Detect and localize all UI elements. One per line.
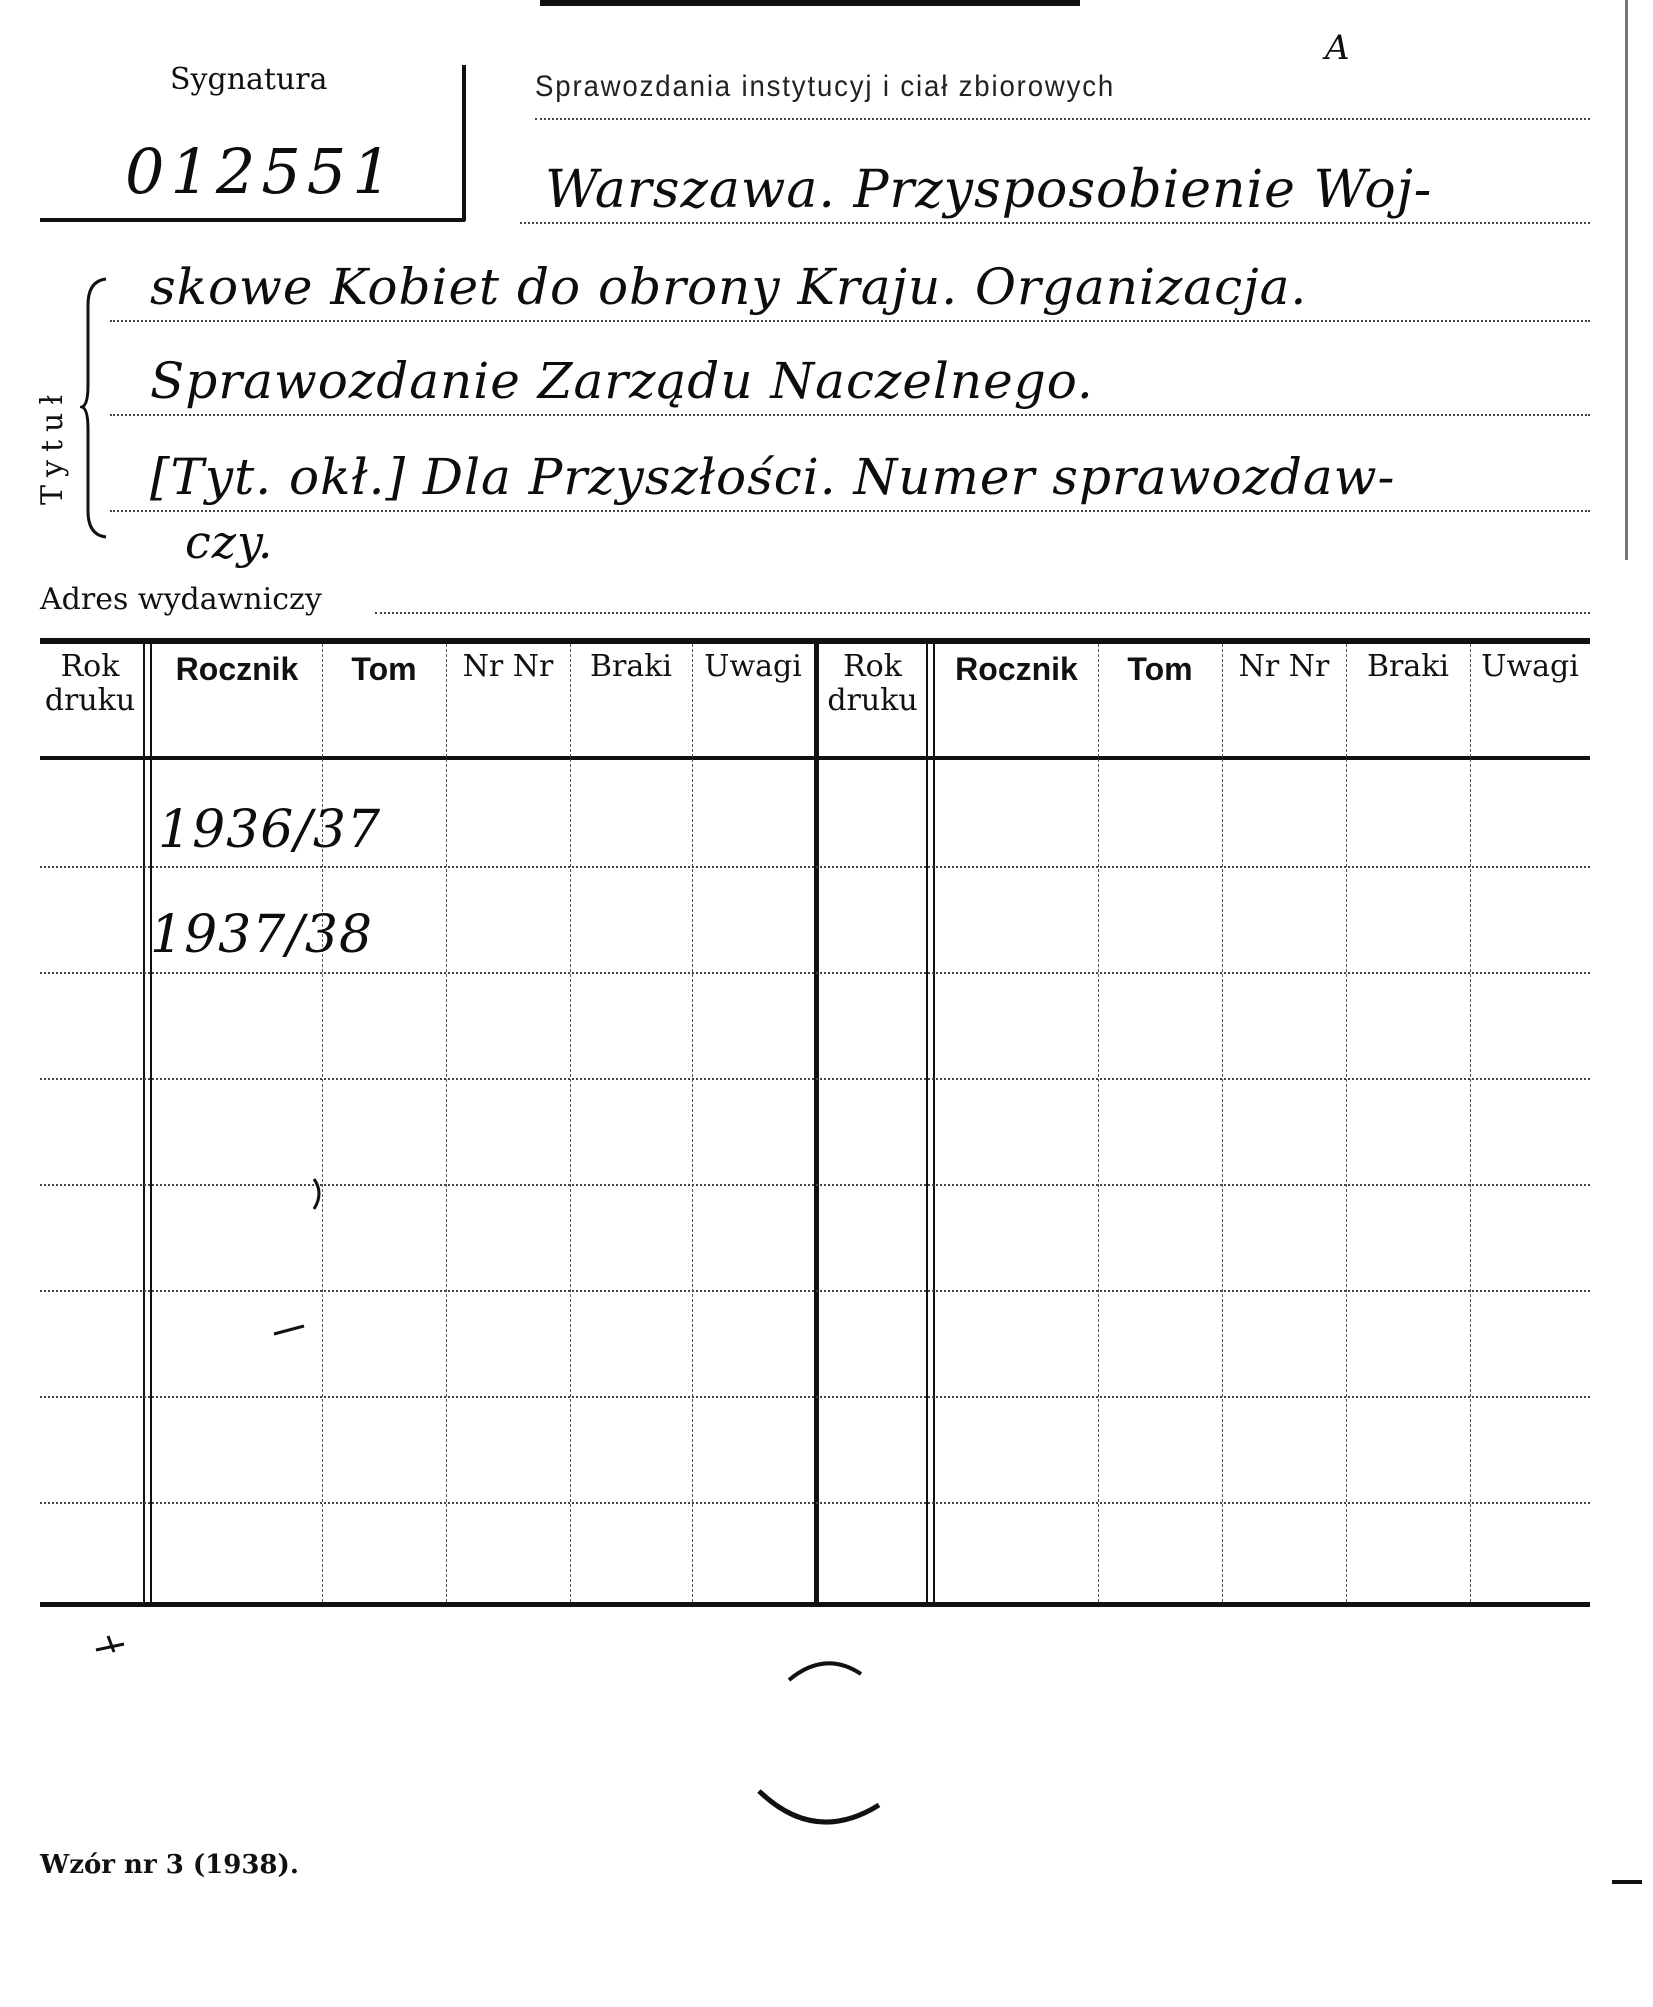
punch-hole-top-arc [785,1650,865,1690]
row-line [40,1396,1590,1398]
row-line [40,972,1590,974]
title-brace [80,275,110,540]
col-sep [1470,644,1471,1602]
table-bottom-border [40,1602,1590,1607]
col-sep [1098,644,1099,1602]
stamp-dotted-line [535,118,1590,120]
title-line-5: czy. [185,515,274,569]
publisher-label: Adres wydawniczy [40,582,322,617]
header-braki-right: Braki [1366,649,1450,684]
header-rok-druku-right: Rok druku [827,649,918,718]
title-line-3: Sprawozdanie Zarządu Naczelnego. [150,352,1094,410]
title-dotted-line-2 [110,320,1590,322]
table-row [158,800,381,860]
col-sep [933,644,935,1602]
col-sep [1222,644,1223,1602]
col-sep [446,644,447,1602]
table-center-divider [814,644,819,1602]
sygnatura-label: Sygnatura [170,62,328,97]
rocznik-cell: 1937/38 [150,905,374,965]
header-tom: Tom [351,651,417,687]
stray-mark [310,1175,330,1215]
right-edge-tick [1612,1880,1642,1884]
publisher-dotted-line [375,612,1590,614]
sygnatura-underline [40,218,465,222]
stray-mark [270,1320,310,1340]
punch-hole-bottom-arc [755,1785,885,1845]
header-rocznik: Rocznik [175,651,299,687]
row-line [40,1184,1590,1186]
form-number-label: Wzór nr 3 (1938). [40,1850,299,1880]
header-uwagi: Uwagi [704,649,802,684]
row-line [40,1078,1590,1080]
header-rocznik-right: Rocznik [955,651,1078,687]
sygnatura-value: 012551 [125,135,398,208]
col-sep [1346,644,1347,1602]
stray-mark [90,1630,130,1660]
title-dotted-line-3 [110,414,1590,416]
header-uwagi-right: Uwagi [1481,649,1579,684]
title-line-2: skowe Kobiet do obrony Kraju. Organizacja. [150,258,1308,316]
col-sep [150,644,152,1602]
top-edge-line [540,0,1080,6]
col-sep [926,644,928,1602]
table-row [150,905,373,965]
header-rok-druku: Rok druku [44,649,136,718]
header-nr-nr-right: Nr Nr [1238,649,1330,684]
row-line [40,866,1590,868]
col-sep [322,644,323,1602]
col-sep [692,644,693,1602]
corner-mark: A [1325,28,1351,68]
category-stamp: Sprawozdania instytucyj i ciał zbiorowych [535,70,1116,103]
sygnatura-divider [462,65,466,221]
col-sep [570,644,571,1602]
title-dotted-line-4 [110,510,1590,512]
header-tom-right: Tom [1127,651,1193,687]
tytul-side-label: Tytuł [35,386,70,505]
title-line-1: Warszawa. Przysposobienie Woj- [545,160,1433,220]
rocznik-cell: 1936/37 [158,800,382,860]
title-line-4: [Tyt. okł.] Dla Przyszłości. Numer sprawozdaw- [150,448,1396,506]
right-edge-mark [1625,0,1628,560]
col-sep [143,644,145,1602]
header-nr-nr: Nr Nr [462,649,554,684]
row-line [40,1502,1590,1504]
row-line [40,1290,1590,1292]
header-braki: Braki [589,649,673,684]
title-dotted-line-1 [520,222,1590,224]
